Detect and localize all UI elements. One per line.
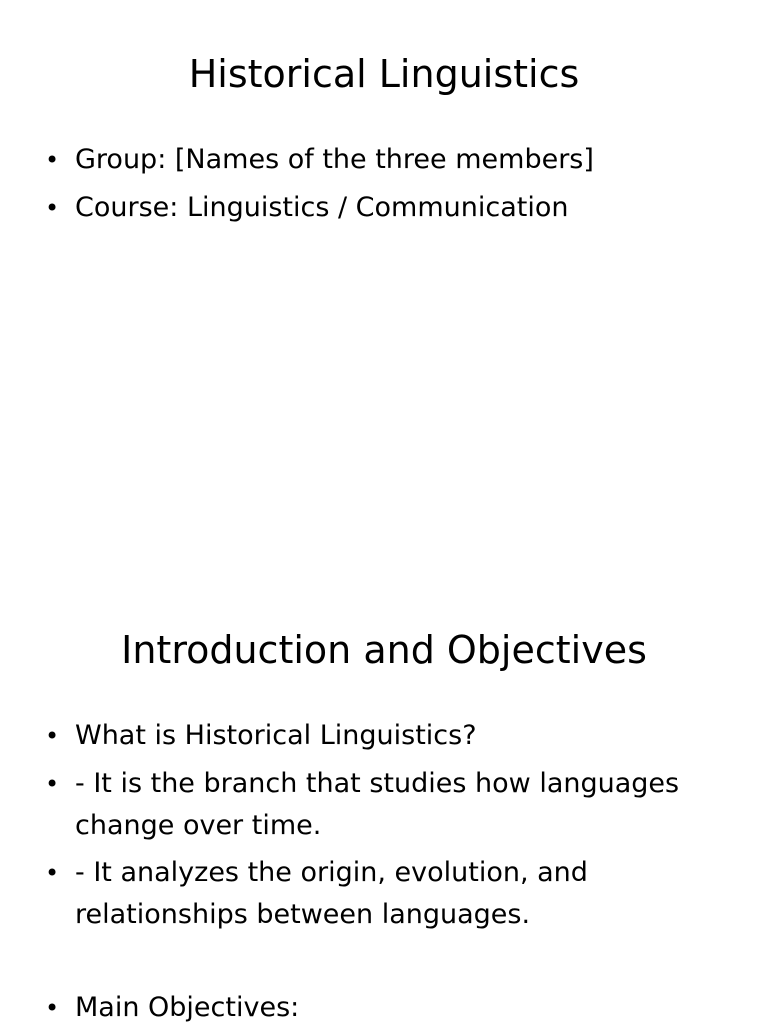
- bullet-item: [45, 715, 715, 757]
- bullet-text: - It is the branch that studies how languages: [75, 768, 680, 799]
- bullet-item: [45, 187, 715, 229]
- bullet-dot-icon: •: [45, 994, 60, 1022]
- bullet-text: - It analyzes the origin, evolution, and: [75, 857, 588, 888]
- bullet-item: [45, 139, 715, 181]
- bullet-text: Main Objectives:: [75, 992, 300, 1023]
- bullet-text-continued: change over time.: [75, 810, 322, 841]
- bullet-text: What is Historical Linguistics?: [75, 720, 477, 751]
- slide-2: [0, 576, 768, 1024]
- slide-title: Introduction and Objectives: [121, 628, 647, 672]
- bullet-dot-icon: •: [45, 859, 60, 887]
- bullet-item: [45, 987, 715, 1029]
- bullet-dot-icon: •: [45, 194, 60, 222]
- bullet-dot-icon: •: [45, 722, 60, 750]
- bullet-item: [45, 852, 715, 936]
- bullet-dot-icon: •: [45, 146, 60, 174]
- slide-title: Historical Linguistics: [188, 52, 580, 96]
- bullet-item: [45, 763, 715, 847]
- bullet-text: Group: [Names of the three members]: [75, 144, 594, 175]
- bullet-dot-icon: •: [45, 770, 60, 798]
- bullet-text-continued: relationships between languages.: [75, 899, 531, 930]
- bullet-text: Course: Linguistics / Communication: [75, 192, 569, 223]
